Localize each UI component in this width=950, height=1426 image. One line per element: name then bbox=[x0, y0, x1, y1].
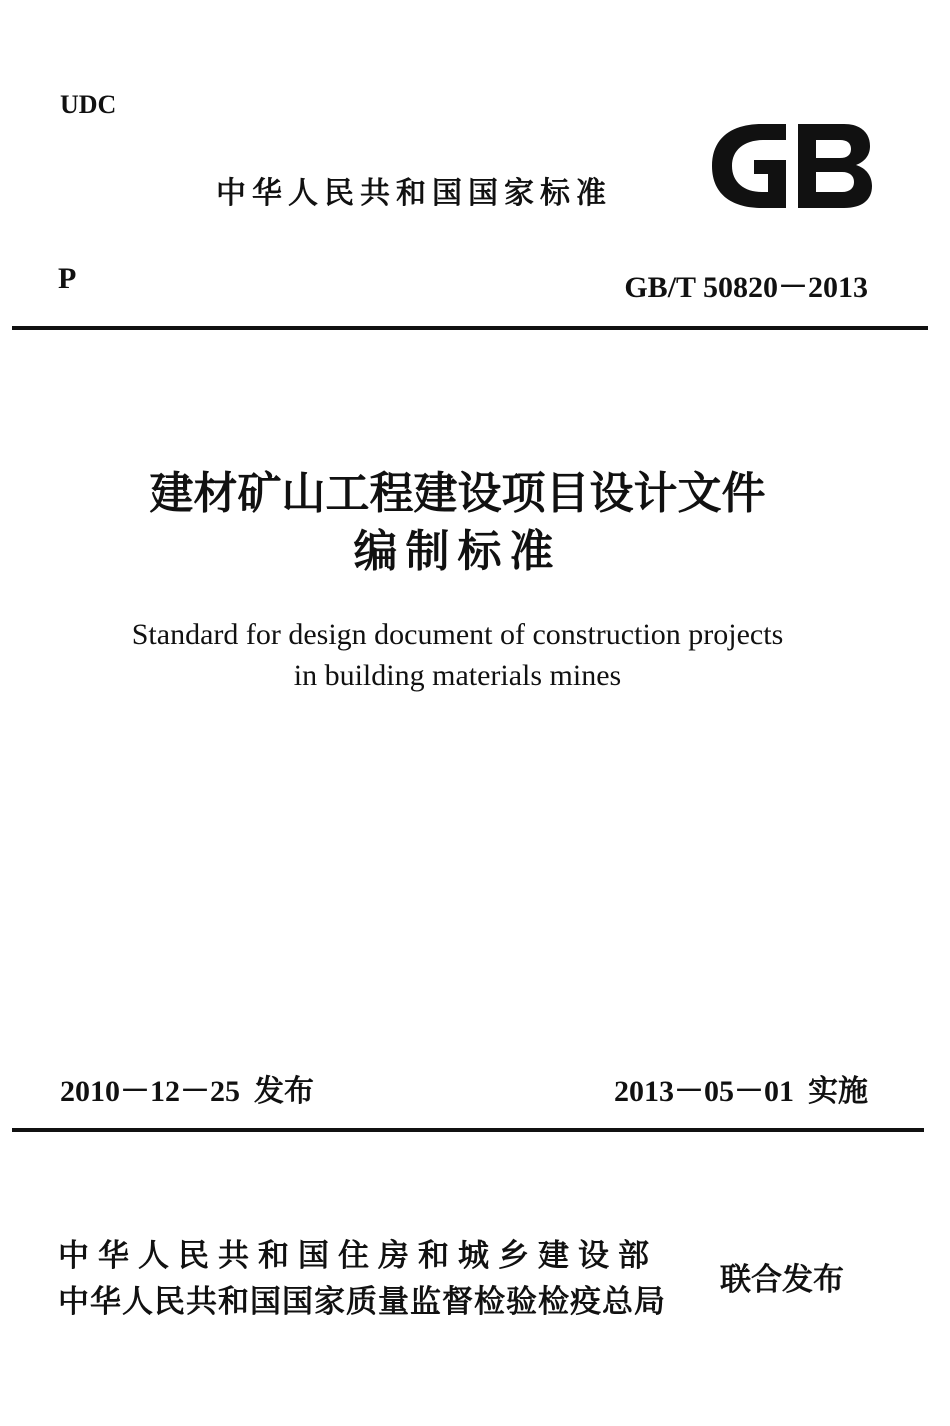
implement-date-row bbox=[614, 1066, 868, 1110]
issue-date: 2010－12－25 bbox=[60, 1075, 240, 1108]
udc-label: UDC bbox=[60, 90, 117, 119]
implement-date: 2013－05－01 bbox=[614, 1075, 794, 1108]
title-en-line1: Standard for design document of construction projects bbox=[131, 618, 784, 651]
standard-number: GB/T 50820－2013 bbox=[624, 271, 868, 304]
issue-label: 发布 bbox=[254, 1074, 314, 1109]
title-en-line2: in building materials mines bbox=[293, 659, 622, 692]
gb-logo-icon bbox=[704, 120, 874, 212]
title-cn-line2: 编制标准 bbox=[353, 526, 562, 577]
footer-divider bbox=[12, 1128, 924, 1132]
implement-label: 实施 bbox=[808, 1074, 868, 1109]
publisher-line2: 中华人民共和国国家质量监督检验检疫总局 bbox=[58, 1284, 666, 1320]
publisher-line1: 中华人民共和国住房和城乡建设部 bbox=[58, 1238, 658, 1274]
title-cn-line1: 建材矿山工程建设项目设计文件 bbox=[149, 468, 766, 519]
classification-code: P bbox=[58, 262, 77, 295]
national-standard-heading: 中华人民共和国国家标准 bbox=[216, 176, 612, 211]
header-divider bbox=[12, 326, 928, 330]
issue-date-row bbox=[60, 1066, 314, 1110]
joint-publish-label: 联合发布 bbox=[720, 1262, 844, 1298]
